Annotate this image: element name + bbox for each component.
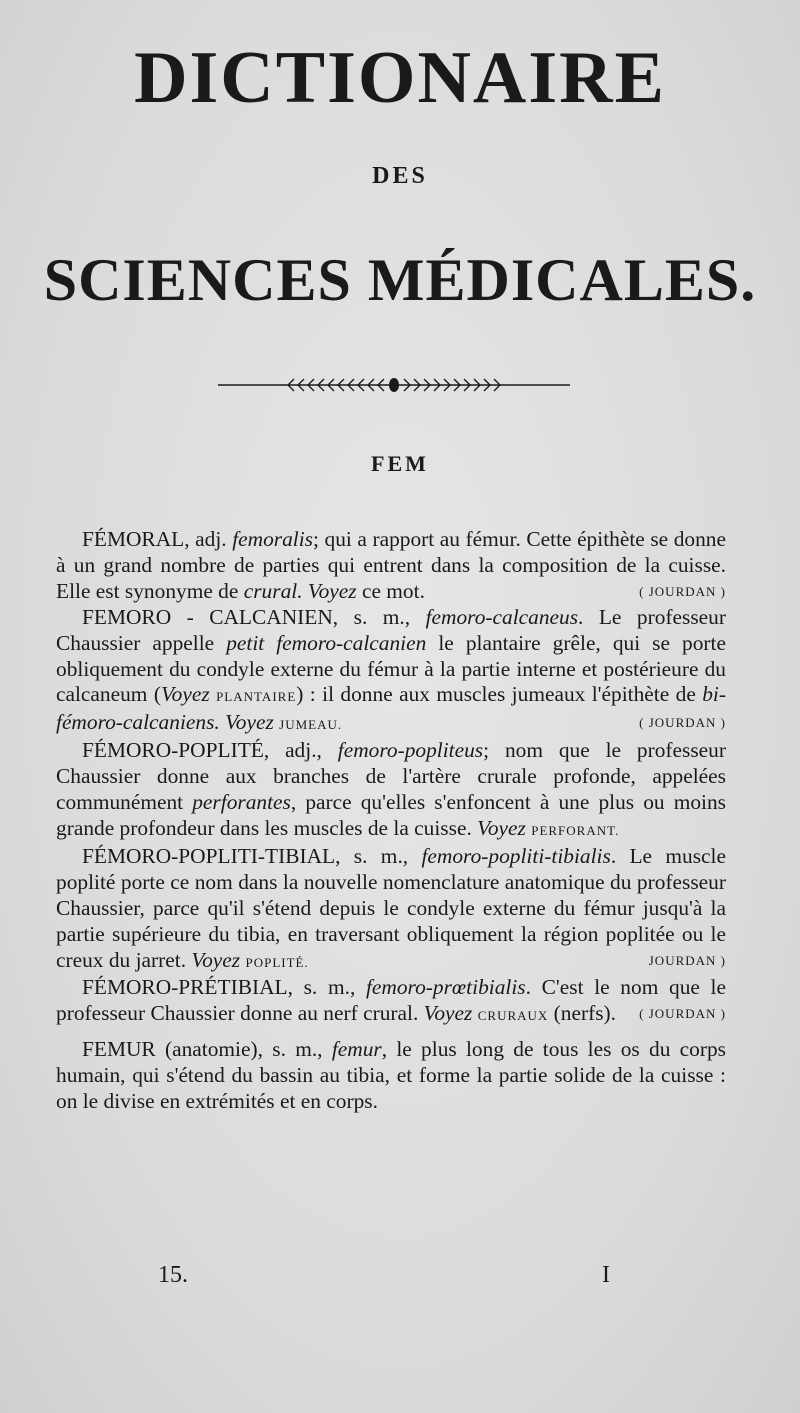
signature-mark: 15. bbox=[158, 1262, 188, 1288]
page-subtitle: SCIENCES MÉDICALES. bbox=[43, 247, 757, 313]
author-signature: JOURDAN ) bbox=[648, 952, 726, 968]
author-signature: ( JOURDAN ) bbox=[639, 715, 726, 731]
entry-femoro-popliti-tibial: FÉMORO-POPLITI-TIBIAL, s. m., femoro-popliti-tibialis. Le muscle poplité porte ce nom dans la nouvelle nomenclature anatomique du professeur Chaussier, parce qu'il s'étend depuis le condyle externe du fémur jusqu'à la partie supérieure du tibia, en traversant obliquement la région poplitée ou le creux du jarret. Voyez POPLITÉ. JOURDAN ) bbox=[56, 843, 726, 972]
entry-femur: FEMUR (anatomie), s. m., femur, le plus long de tous les os du corps humain, qui s'étend du bassin au tibia, et forme la partie solide de la cuisse : on le divise en extrémités et en corps. bbox=[56, 1037, 727, 1114]
entry-head: FÉMORO-POPLITÉ bbox=[82, 738, 264, 763]
entry-head: FEMORO - CALCANIEN bbox=[82, 604, 333, 629]
author-signature: ( JOURDAN ) bbox=[639, 1006, 726, 1022]
dictionary-body bbox=[56, 527, 726, 1115]
entry-femoro-pretibial: FÉMORO-PRÉTIBIAL, s. m., femoro-prœtibialis. C'est le nom que le professeur Chaussier donne au nerf crural. Voyez CRURAUX (nerfs). ( JOURDAN ) bbox=[56, 975, 726, 1026]
entry-head: FÉMORO-PRÉTIBIAL bbox=[82, 975, 288, 1000]
entry-head: FÉMORO-POPLITI-TIBIAL bbox=[82, 843, 336, 868]
entry-femoro-poplite: FÉMORO-POPLITÉ, adj., femoro-popliteus; nom que le professeur Chaussier donne aux branches de l'artère crurale profonde, appelées communément perforantes, parce qu'elles s'enfoncent à une plus ou moins grande profondeur dans les muscles de la cuisse. Voyez PERFORANT. bbox=[56, 738, 726, 840]
entry-femoro-calcanien: FEMORO - CALCANIEN, s. m., femoro-calcaneus. Le professeur Chaussier appelle petit femoro-calcanien le plantaire grêle, qui se porte obliquement du condyle externe du fémur à la partie interne et postérieure du calcaneum (Voyez PLANTAIRE) : il donne aux muscles jumeaux l'épithète de bi-fémoro-calcaniens. Voyez JUMEAU. ( JOURDAN ) bbox=[56, 604, 726, 735]
page-title: DICTIONAIRE bbox=[134, 37, 666, 119]
entry-head: FÉMORAL bbox=[82, 527, 185, 551]
entry-femoral: FÉMORAL, adj. femoralis; qui a rapport au fémur. Cette épithète se donne à un grand nombre de parties qui entrent dans la composition de la cuisse. Elle est synonyme de crural. Voyez ce mot. ( JOURDAN ) bbox=[56, 527, 726, 603]
ornament-divider bbox=[218, 376, 570, 394]
section-heading: FEM bbox=[371, 451, 429, 476]
page-footer bbox=[158, 1262, 610, 1289]
title-connector: DES bbox=[372, 163, 428, 189]
entry-head: FEMUR bbox=[82, 1037, 156, 1062]
author-signature: ( JOURDAN ) bbox=[639, 583, 726, 599]
page-mark: I bbox=[602, 1262, 610, 1288]
